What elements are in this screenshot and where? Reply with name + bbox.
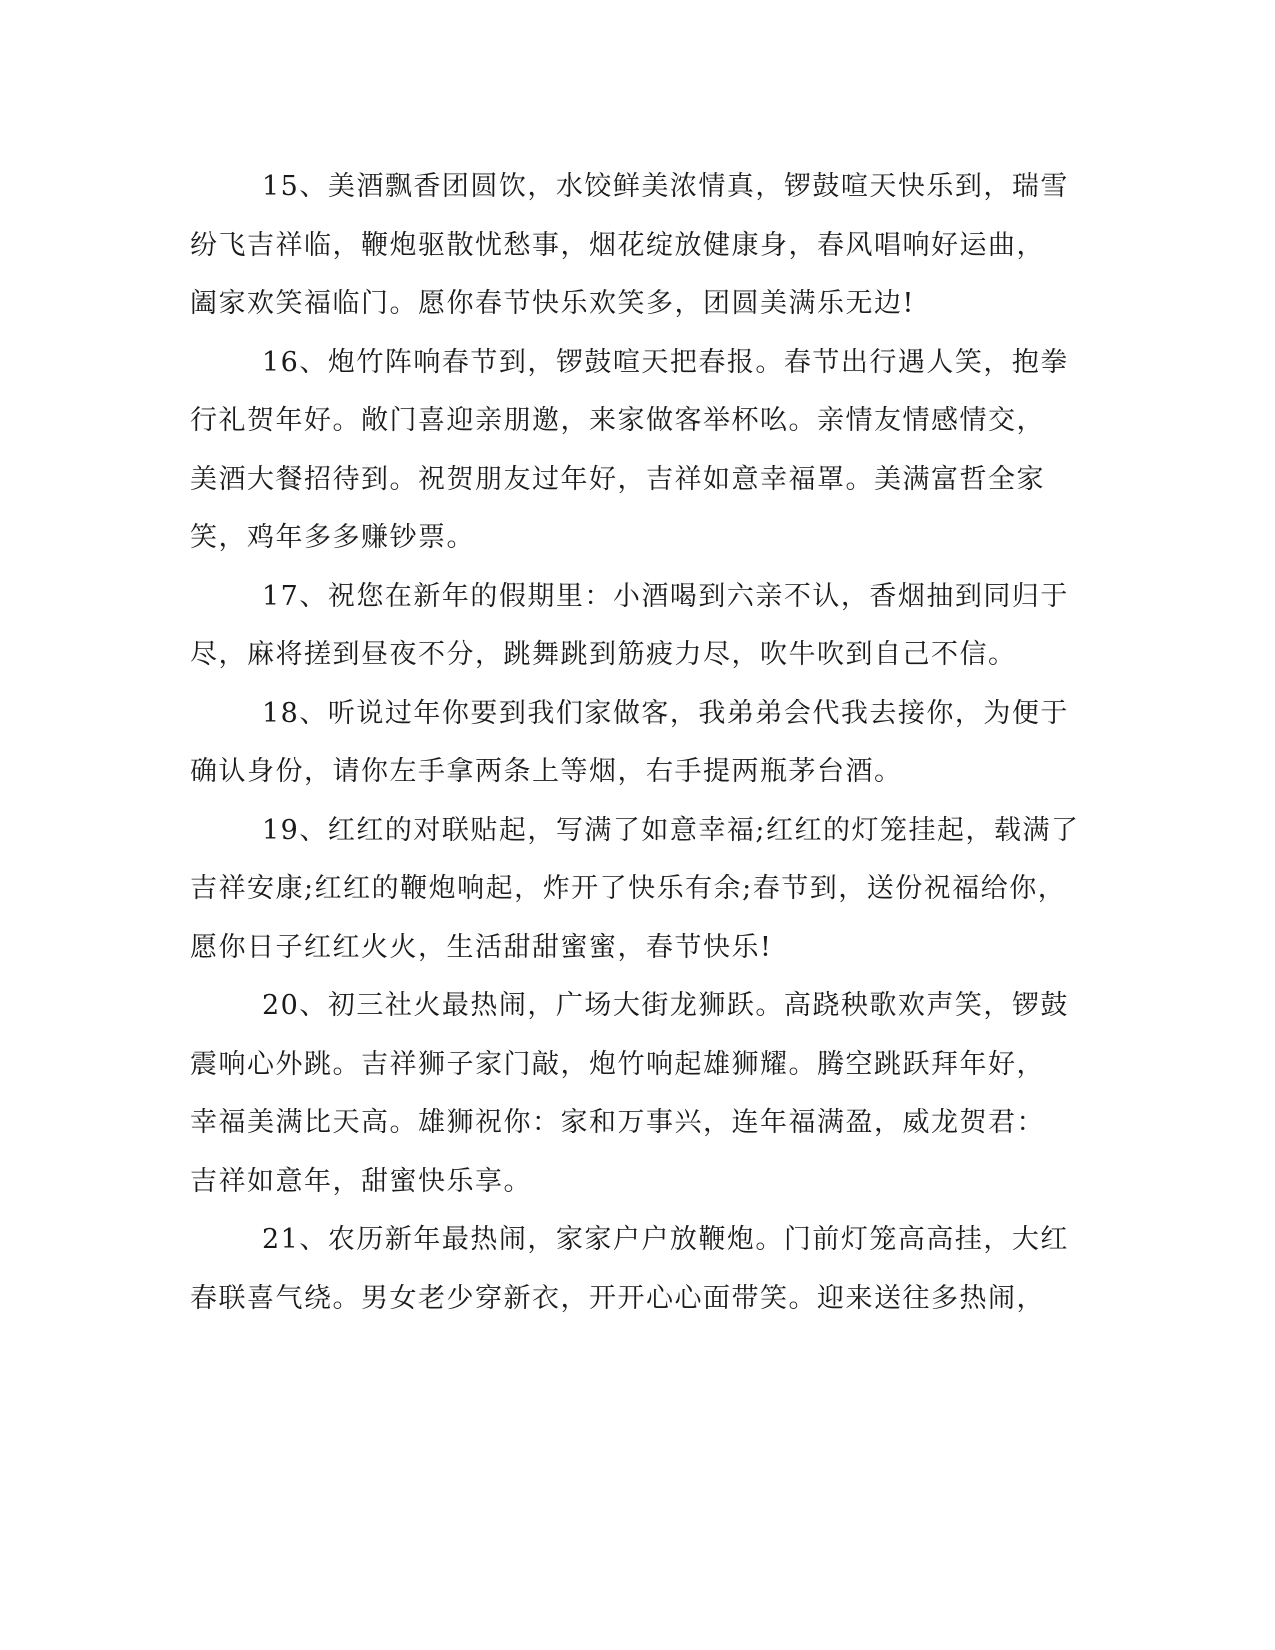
text-line: 确认身份，请你左手拿两条上等烟，右手提两瓶茅台酒。 bbox=[190, 756, 903, 787]
text-line: 春联喜气绕。男女老少穿新衣，开开心心面带笑。迎来送往多热闹， bbox=[190, 1282, 1045, 1314]
text-line: 15、美酒飘香团圆饮，水饺鲜美浓情真，锣鼓喧天快乐到，瑞雪 bbox=[262, 171, 1069, 202]
text-line: 美酒大餐招待到。祝贺朋友过年好，吉祥如意幸福罩。美满富哲全家 bbox=[190, 463, 1045, 495]
paragraph-15 bbox=[190, 158, 1080, 334]
text-line: 吉祥如意年，甜蜜快乐享。 bbox=[190, 1165, 532, 1197]
text-line: 吉祥安康;红红的鞭炮响起，炸开了快乐有余;春节到，送份祝福给你， bbox=[190, 873, 1067, 904]
text-line: 17、祝您在新年的假期里：小酒喝到六亲不认，香烟抽到同归于 bbox=[262, 580, 1069, 612]
paragraph-17 bbox=[190, 568, 1080, 685]
text-line: 纷飞吉祥临，鞭炮驱散忧愁事，烟花绽放健康身，春风唱响好运曲， bbox=[190, 229, 1045, 261]
text-line: 阖家欢笑福临门。愿你春节快乐欢笑多，团圆美满乐无边! bbox=[190, 288, 915, 319]
paragraph-20 bbox=[190, 977, 1080, 1211]
text-line: 18、听说过年你要到我们家做客，我弟弟会代我去接你，为便于 bbox=[262, 697, 1069, 729]
paragraph-19 bbox=[190, 802, 1080, 978]
text-line: 16、炮竹阵响春节到，锣鼓喧天把春报。春节出行遇人笑，抱拳 bbox=[262, 346, 1069, 378]
text-line: 21、农历新年最热闹，家家户户放鞭炮。门前灯笼高高挂，大红 bbox=[262, 1224, 1069, 1255]
document-body bbox=[190, 158, 1080, 1328]
text-line: 19、红红的对联贴起，写满了如意幸福;红红的灯笼挂起，载满了 bbox=[262, 814, 1080, 846]
paragraph-18 bbox=[190, 685, 1080, 802]
paragraph-21 bbox=[190, 1211, 1080, 1328]
text-line: 幸福美满比天高。雄狮祝你：家和万事兴，连年福满盈，威龙贺君： bbox=[190, 1107, 1045, 1138]
paragraph-16 bbox=[190, 334, 1080, 568]
text-line: 震响心外跳。吉祥狮子家门敲，炮竹响起雄狮耀。腾空跳跃拜年好， bbox=[190, 1048, 1045, 1080]
text-line: 行礼贺年好。敞门喜迎亲朋邀，来家做客举杯吆。亲情友情感情交， bbox=[190, 405, 1045, 436]
text-line: 愿你日子红红火火，生活甜甜蜜蜜，春节快乐! bbox=[190, 931, 773, 963]
text-line: 笑，鸡年多多赚钞票。 bbox=[190, 522, 475, 553]
text-line: 20、初三社火最热闹，广场大街龙狮跃。高跷秧歌欢声笑，锣鼓 bbox=[262, 990, 1069, 1021]
text-line: 尽，麻将搓到昼夜不分，跳舞跳到筋疲力尽，吹牛吹到自己不信。 bbox=[190, 639, 1017, 670]
